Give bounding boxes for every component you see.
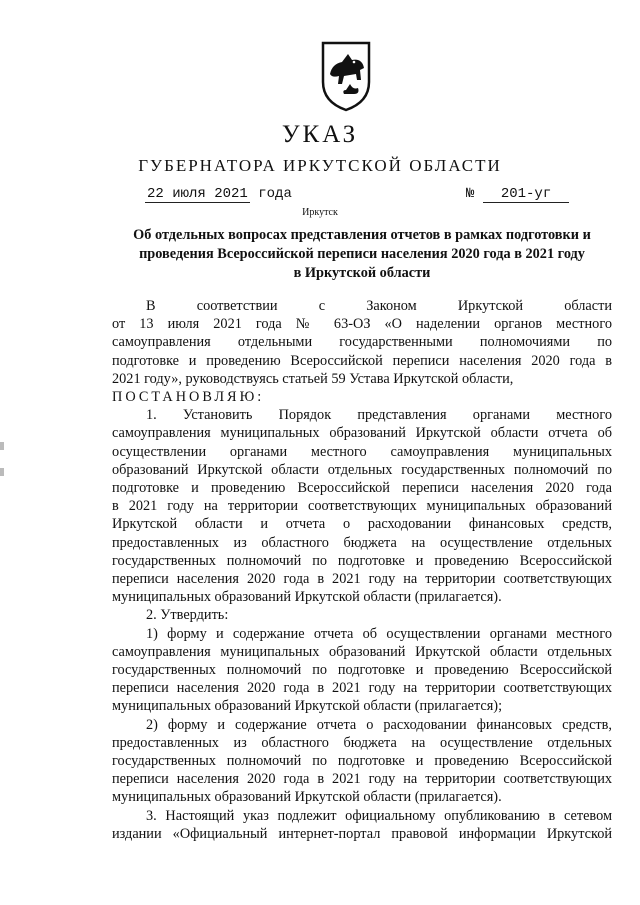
p1-line: образований Иркутской области отдельных государственных полномочий по <box>112 461 612 478</box>
p2-2-line: предоставленных из областного бюджета на осуществление отдельных <box>112 734 612 751</box>
p1-line: самоуправления муниципальных образований Иркутской области отчета об <box>112 425 612 442</box>
document-subtitle: ГУБЕРНАТОРА ИРКУТСКОЙ ОБЛАСТИ <box>138 156 502 175</box>
p3-line: издании «Официальный интернет-портал правовой информации Иркутской <box>112 825 612 842</box>
p2-line: 2. Утвердить: <box>146 607 229 624</box>
heading-line: проведения Всероссийской переписи населения 2020 года в 2021 году <box>139 246 585 262</box>
decree-word: ПОСТАНОВЛЯЮ: <box>112 389 265 406</box>
p1-line: подготовке и проведению Всероссийской переписи населения 2020 года <box>112 480 612 497</box>
intro-line: 2021 году», руководствуясь статьей 59 Устава Иркутской области, <box>112 370 514 387</box>
p2-2-line: 2) форму и содержание отчета о расходовании финансовых средств, <box>146 716 612 733</box>
p2-2-line: муниципальных образований Иркутской области (прилагается). <box>112 789 502 806</box>
p1-line: осуществлении органами местного самоуправления муниципальных <box>112 443 612 460</box>
document-body <box>112 297 612 843</box>
p1-line: переписи населения 2020 года в 2021 году на территории соответствующих <box>112 571 612 588</box>
intro-line: В соответствии с Законом Иркутской области <box>146 298 612 314</box>
document-title: УКАЗ <box>281 121 359 148</box>
p2-1-line: 1) форму и содержание отчета об осуществлении органами местного <box>146 625 612 642</box>
document-date-suffix: года <box>258 186 292 202</box>
document-date-line <box>145 186 292 202</box>
document-number-label: № <box>466 186 475 202</box>
heading-line: в Иркутской области <box>293 265 431 281</box>
p1-line: Иркутской области и отчета о расходовании финансовых средств, <box>112 516 612 533</box>
p1-line: в 2021 году на территории соответствующих муниципальных образований <box>112 498 612 515</box>
p1-line: муниципальных образований Иркутской области (прилагается). <box>112 589 502 606</box>
p2-2-line: переписи населения 2020 года в 2021 году на территории соответствующих <box>112 771 612 788</box>
p1-line: 1. Установить Порядок представления органами местного <box>146 407 612 424</box>
p2-1-line: государственных полномочий по подготовке и проведению Всероссийской <box>112 662 612 679</box>
intro-line: подготовке и проведению Всероссийской переписи населения 2020 года в <box>112 352 612 369</box>
p1-line: государственных полномочий по подготовке и проведению Всероссийской <box>112 552 612 569</box>
document-date: 22 июля 2021 <box>147 186 248 202</box>
heading-line: Об отдельных вопросах представления отчетов в рамках подготовки и <box>133 227 591 243</box>
p2-1-line: переписи населения 2020 года в 2021 году на территории соответствующих <box>112 680 612 697</box>
document-number: 201-уг <box>483 186 569 203</box>
p2-1-line: муниципальных образований Иркутской области (прилагается); <box>112 698 503 715</box>
document-city: Иркутск <box>302 207 338 218</box>
intro-line: самоуправления отдельными государственными полномочиями по <box>112 334 612 351</box>
p3-line: 3. Настоящий указ подлежит официальному опубликованию в сетевом <box>146 807 612 824</box>
scan-margin-mark <box>0 468 4 476</box>
p2-2-line: государственных полномочий по подготовке и проведению Всероссийской <box>112 753 612 770</box>
document-heading <box>112 226 612 283</box>
document-number-line <box>466 186 569 203</box>
p2-1-line: самоуправления муниципальных образований Иркутской области отдельных <box>112 643 612 660</box>
scan-margin-mark <box>0 442 4 450</box>
p1-line: предоставленных из областного бюджета на осуществление отдельных <box>112 534 612 551</box>
intro-line: от 13 июля 2021 года № 63-ОЗ «О наделении органов местного <box>112 316 612 333</box>
coat-of-arms-icon <box>320 40 372 112</box>
